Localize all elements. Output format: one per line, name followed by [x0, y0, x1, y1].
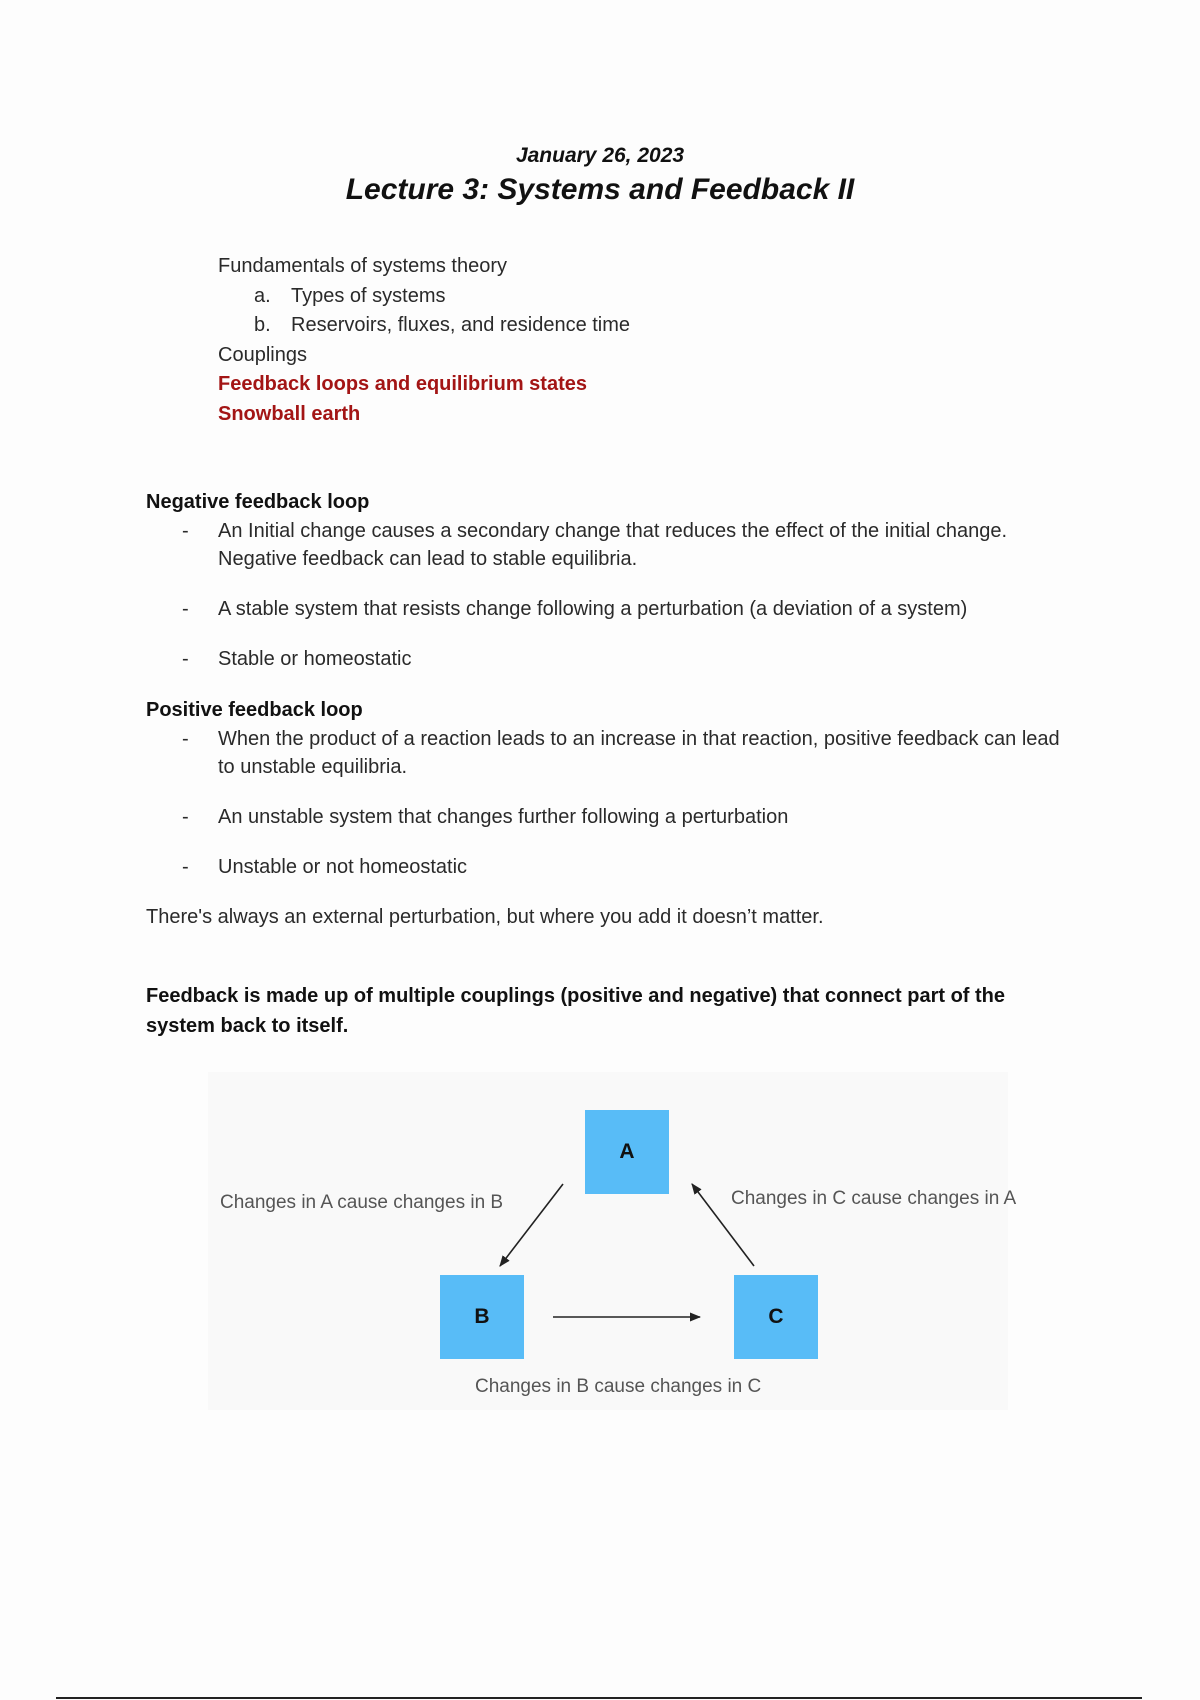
list-item — [146, 517, 1076, 573]
bullet-dash: - — [182, 806, 189, 828]
page-bottom-rule — [56, 1697, 1142, 1699]
outline-item-feedback-loops: Feedback loops and equilibrium states — [218, 373, 587, 395]
list-item — [146, 853, 1076, 881]
lecture-date: January 26, 2023 — [515, 144, 685, 167]
node-b: B — [440, 1275, 524, 1359]
list-item-text: When the product of a reaction leads to an increase in that reaction, positive feedback can lead to unstable equilibria. — [218, 728, 1060, 778]
bullet-dash: - — [182, 598, 189, 620]
list-item — [146, 645, 1076, 673]
bullet-dash: - — [182, 728, 189, 750]
perturbation-note: There's always an external perturbation, but where you add it doesn’t matter. — [146, 906, 824, 928]
list-item — [146, 725, 1076, 781]
bullet-dash: - — [182, 856, 189, 878]
outline-subitem-label: Reservoirs, fluxes, and residence time — [291, 314, 631, 336]
outline-marker: a. — [254, 284, 271, 307]
list-item-text: Stable or homeostatic — [218, 648, 412, 670]
outline-item-fundamentals: Fundamentals of systems theory — [218, 255, 508, 277]
list-item-text: Unstable or not homeostatic — [218, 856, 468, 878]
list-item-text: A stable system that resists change following a perturbation (a deviation of a system) — [218, 598, 968, 620]
feedback-summary: Feedback is made up of multiple couplings (positive and negative) that connect part of the system back to itself. — [146, 985, 1006, 1037]
bullet-dash: - — [182, 648, 189, 670]
outline-item-couplings: Couplings — [218, 343, 307, 366]
arrow-a-to-b — [500, 1184, 563, 1266]
feedback-diagram — [208, 1072, 1017, 1410]
outline-item-snowball-earth: Snowball earth — [218, 402, 361, 425]
positive-feedback-section — [146, 695, 1076, 903]
node-a: A — [585, 1110, 669, 1194]
label-c-causes-a: Changes in C cause changes in A — [731, 1188, 1017, 1209]
list-item-text: An Initial change causes a secondary change that reduces the effect of the initial change. Negative feedback can lead to stable equilibria. — [218, 520, 1008, 570]
label-a-causes-b: Changes in A cause changes in B — [220, 1192, 504, 1213]
lecture-outline — [218, 252, 630, 429]
outline-subitem-types — [218, 282, 630, 312]
page-title: Lecture 3: Systems and Feedback II — [345, 173, 855, 206]
list-item-text: An unstable system that changes further following a perturbation — [218, 806, 789, 828]
section-heading: Negative feedback loop — [146, 491, 370, 513]
list-item — [146, 595, 1076, 623]
label-b-causes-c: Changes in B cause changes in C — [475, 1376, 762, 1397]
negative-feedback-section — [146, 487, 1076, 695]
bullet-dash: - — [182, 520, 189, 542]
section-heading: Positive feedback loop — [146, 699, 363, 721]
node-c: C — [734, 1275, 818, 1359]
list-item — [146, 803, 1076, 831]
outline-subitem-label: Types of systems — [291, 284, 446, 307]
outline-marker: b. — [254, 314, 271, 336]
outline-subitem-reservoirs — [218, 311, 630, 341]
